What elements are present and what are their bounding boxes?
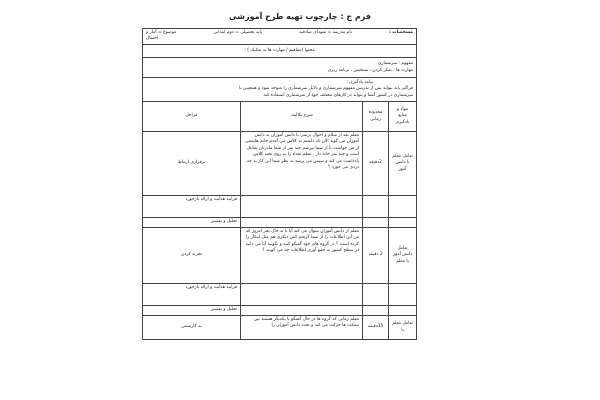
table-row: [143, 132, 417, 196]
col-stages: مراحل: [143, 102, 241, 132]
row3-stage: تجربه کردن: [143, 228, 241, 284]
row5-description: معلم زمانی که گروه ها در حال گفتگو با یکدیگر هستند بین نیمکت ها حرکت می کند و بحث دانش آموزان را: [241, 316, 363, 340]
row1-stage: برقراری ارتباط: [143, 132, 241, 196]
col-materials: مواد و منابع یادگیری: [389, 102, 417, 132]
row1-time: 2دقیقه: [363, 132, 389, 196]
table-row: [143, 316, 417, 340]
row5-stage: به کاربستن: [143, 316, 241, 340]
specs-label: مشخصات :: [389, 30, 414, 35]
grade-level: پایه تحصیلی = دوم ابتدایی: [213, 30, 263, 35]
row4-analysis: تحلیل و تفسیر: [143, 306, 241, 316]
form-title: فرم ج : چارچوب تهیه طرح آموزشی: [229, 12, 371, 21]
outcome-line-1: فراگیر باید بتواند پس از تدریس مفهوم سرشماری و دلایل سرشماری را متوجه شود و همچنین با: [239, 86, 414, 92]
skills-text: مهارت ها : تفکر کردن ، تشخیص ، برنامه ریزی: [327, 67, 414, 73]
topic-name: موضوع = آمار و: [146, 30, 177, 35]
row2-analysis: تحلیل و تفسیر: [143, 218, 241, 228]
table-row: [143, 218, 417, 228]
row3-time: 2 دقیقه: [363, 228, 389, 284]
row5-time: 15دقیقه: [363, 316, 389, 340]
concept-text: مفهوم : سرشماری: [377, 61, 414, 67]
col-time: محدوده زمانی: [363, 102, 389, 132]
outcome-line-2: سرشماری در کشور آشنا و بتواند در کارهای مختلف خود از سرشماری استفاده کند: [263, 92, 414, 98]
col-description: شرح تکالیف: [241, 102, 363, 132]
table-row: [143, 228, 417, 284]
row1-materials: تعامل معلم با دانش آموز: [389, 132, 417, 196]
outcome-row: [143, 77, 417, 101]
concept-skills-cell: [143, 58, 417, 78]
row3-description: معلم از دانش آموزان سوال می کند آیا تا به حال بچز امروز که من این اطلاعات را از شما گرفتم کس دیگری هم مثل اینکار را کرده است ؟ در گروه های خود گفتگو کنید و بگویید آیا می دانید در سطح کشور به جمع آوری اطلاعات چه می گویند ؟: [241, 228, 363, 284]
row3-materials: تعامل دانش آموز با معلم: [389, 228, 417, 284]
column-header-row: [143, 102, 417, 132]
row2-guidance: فرایند هدایت و ارائه بازخورد: [143, 196, 241, 218]
row5-materials: تعامل معلم با: [389, 316, 417, 340]
table-row: [143, 284, 417, 306]
topic-continuation: احتمال: [146, 36, 159, 42]
specs-row: [143, 29, 417, 45]
row4-guidance: فرایند هدایت و ارائه بازخورد: [143, 284, 241, 306]
content-heading-row: [143, 44, 417, 57]
content-heading: محتوا (مفاهیم / مهارت ها به تفکیک ) :: [143, 44, 417, 57]
table-row: [143, 196, 417, 218]
school-name: نام مدرسه = شهدای صادقیه: [299, 30, 352, 35]
table-row: [143, 306, 417, 316]
specs-cell: [143, 29, 417, 45]
outcome-cell: [143, 77, 417, 101]
concept-skills-row: [143, 58, 417, 78]
outcome-heading: پیامد یادگیری :: [346, 79, 374, 85]
row1-description: معلم بعد از سلام و احوال پرسی با دانش آموزان به دانش آموزان می گوید الان که داشتم به کلاس می آمدم خانم هاشمی از من خواست تا از شما بپرسم چند نفر از شما مادرتان شاغل است و چند نفر خانه دار . معلم تعداد را به روی تخته کلاس یادداشت می کند و سپس می پرسد به نظر شما این کار به چه دردی می خورد ؟: [241, 132, 363, 196]
lesson-plan-table: [142, 28, 417, 340]
